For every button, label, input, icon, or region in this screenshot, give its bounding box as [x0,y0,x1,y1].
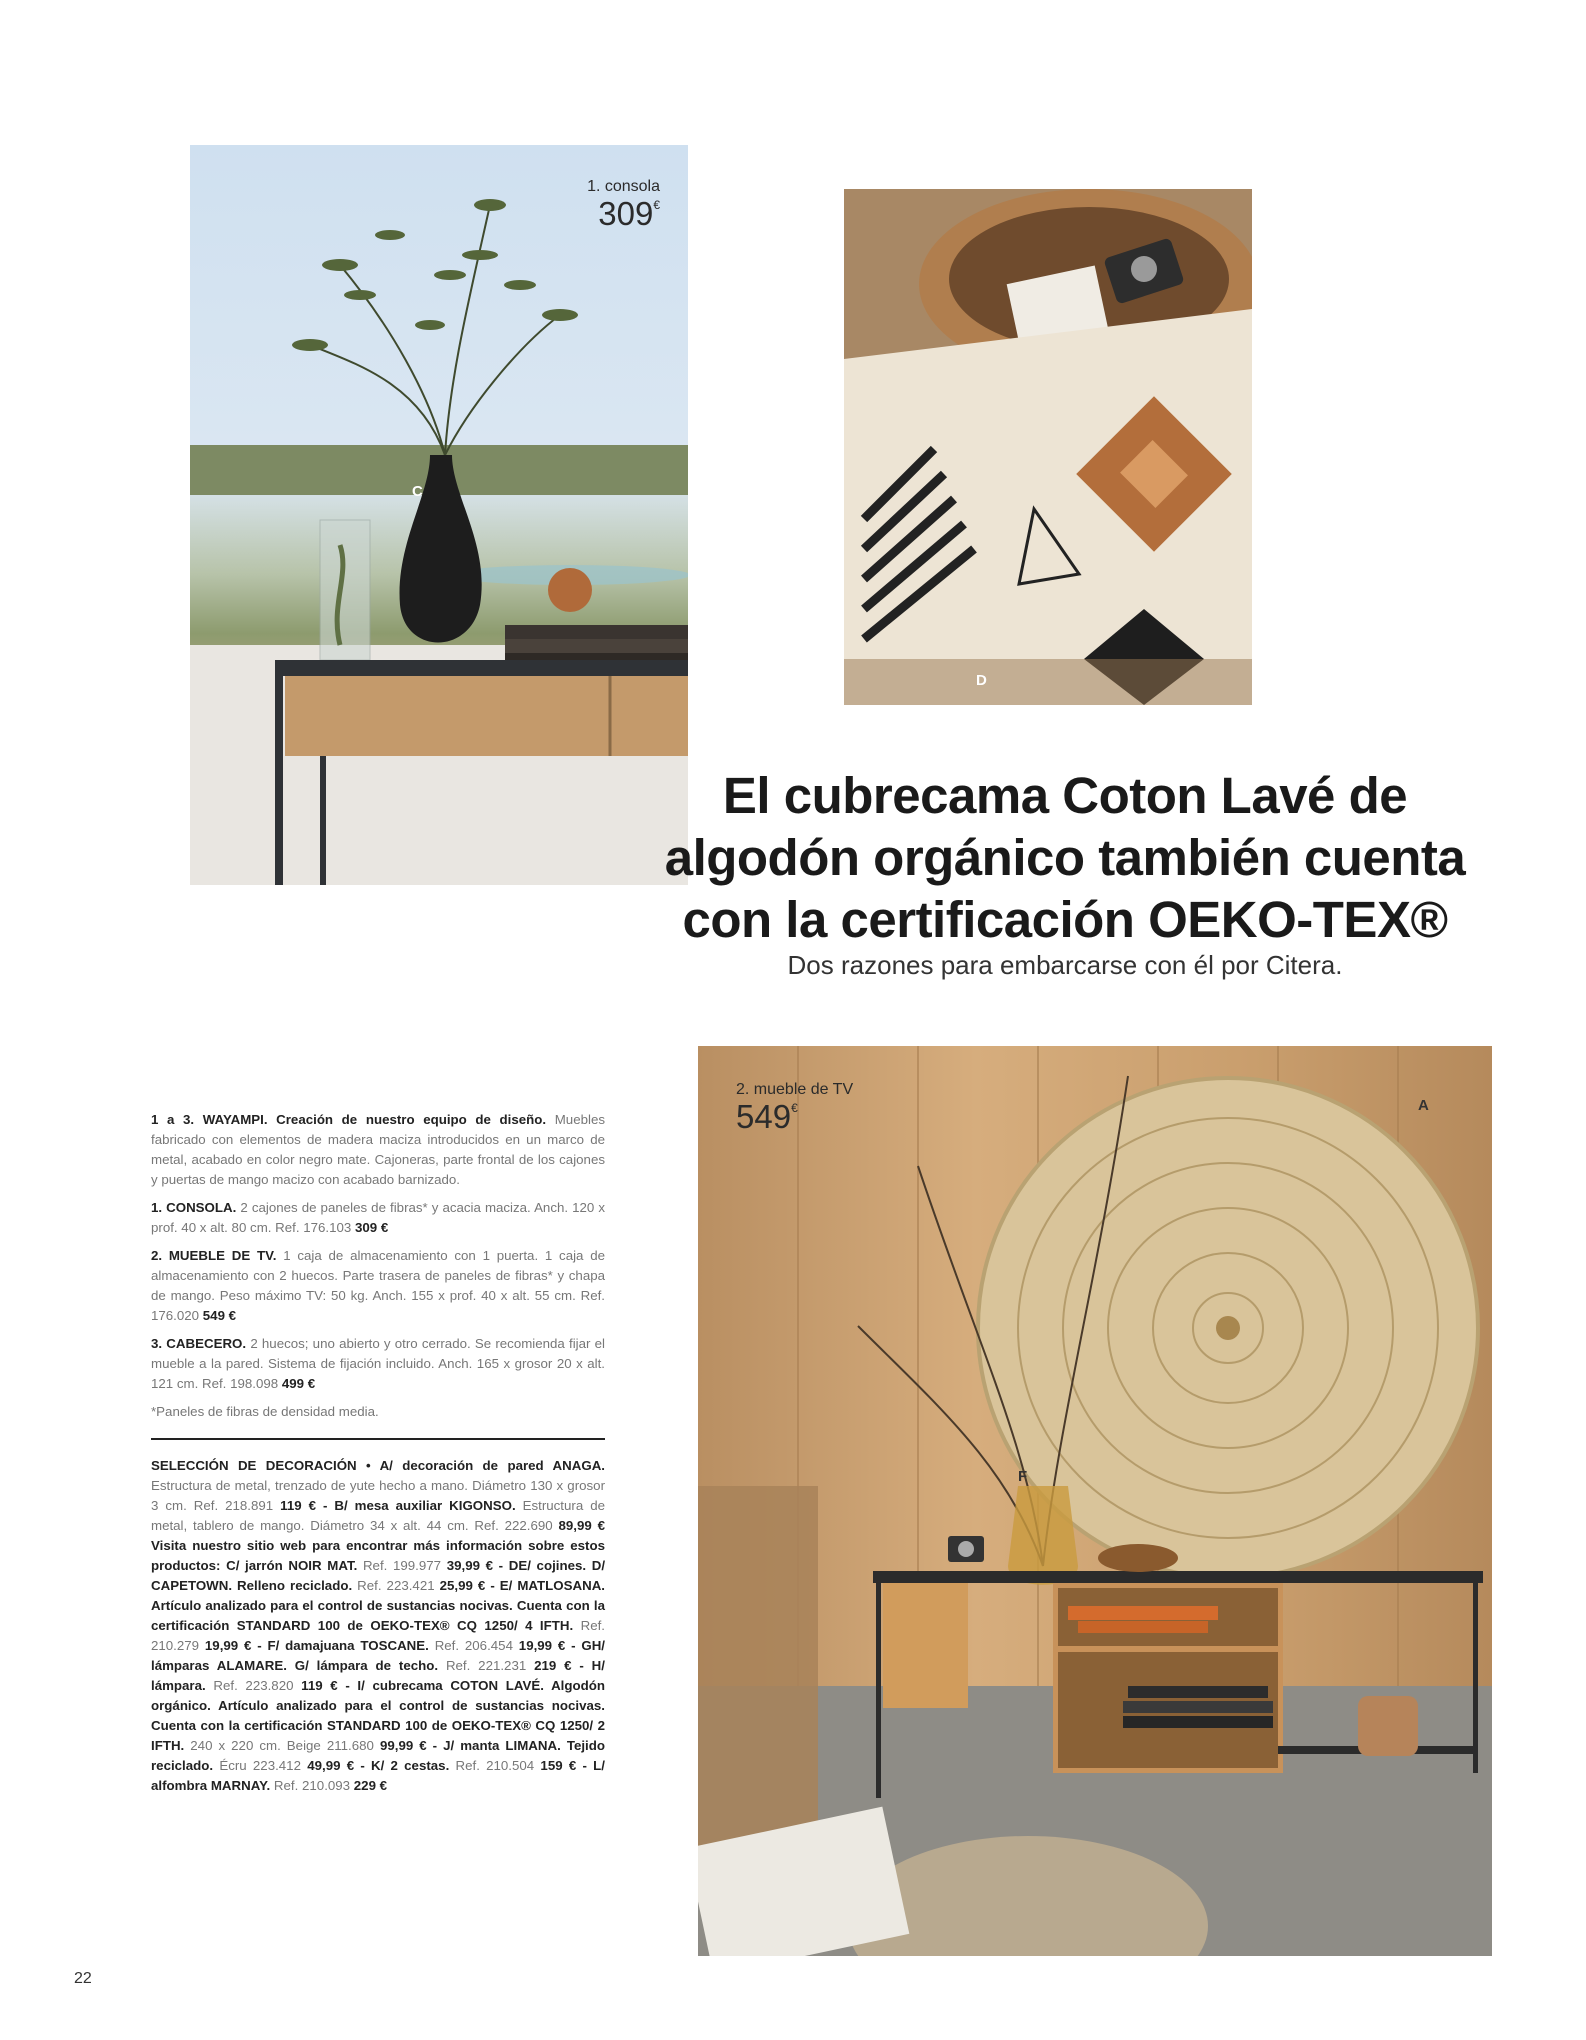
item-console-title: 1. CONSOLA. [151,1200,237,1215]
web-j-price: 49,99 € - K/ 2 cestas. [307,1758,450,1773]
web-k-price: 159 € - L/ alfombra MARNAY. [151,1758,605,1793]
item-headboard-price: 499 € [281,1376,316,1391]
web-h-price: 119 € - I/ cubrecama COTON LAVÉ. Algodón orgánico. Artículo analizado para el control de sustancias nocivas. Cuenta con la certificación STANDARD 100 de OEKO-TEX® CQ 1250/ 2 IFTH. [151,1678,605,1753]
console-price-value: 309€ [598,195,660,232]
console-photo [190,145,688,885]
marker-c: C [412,483,423,500]
web-i-dims: 240 x 220 cm. Beige 211.680 [190,1738,374,1753]
web-g-ref: Ref. 221.231 [445,1658,527,1673]
deco-a-title: SELECCIÓN DE DECORACIÓN • A/ decoración de pared ANAGA. [151,1458,605,1473]
item-tv-text: 1 caja de almacenamiento con 1 puerta. 1 caja de almacenamiento con 2 huecos. Parte trasera de paneles de fibras* y chapa de mango. Peso máximo TV: 50 kg. Anch. 155 x prof. 40 x alt. 55 cm. Ref. 176.020 [151,1248,605,1323]
web-f-price: 19,99 € - GH/ lámparas ALAMARE. G/ lámpara de techo. [151,1638,605,1673]
web-d-ref: Ref. 223.421 [357,1578,435,1593]
intro-paragraph [151,1110,605,1190]
web-e-ref: Ref. 210.279 [151,1618,605,1653]
web-e-price: 19,99 € - F/ damajuana TOSCANE. [204,1638,429,1653]
tv-unit-price-value: 549€ [736,1098,798,1135]
item-console [151,1198,605,1238]
decoration-selection [151,1456,605,1796]
headline-line-3: con la certificación OEKO-TEX® [682,891,1448,948]
page-number: 22 [74,1970,92,1987]
deco-a-text: Estructura de metal, trenzado de yute hecho a mano. Diámetro 130 x grosor 3 cm. Ref. 218.891 [151,1478,605,1513]
web-i-price: 99,99 € - J/ manta LIMANA. Tejido reciclado. [151,1738,605,1773]
intro-bold: 1 a 3. WAYAMPI. Creación de nuestro equipo de diseño. [151,1112,547,1127]
deco-b-text: Estructura de metal, tablero de mango. Diámetro 34 x alt. 44 cm. Ref. 222.690 [151,1498,605,1533]
section-divider [151,1438,605,1440]
item-headboard-title: 3. CABECERO. [151,1336,247,1351]
intro-text: Muebles fabricado con elementos de madera maciza introducidos en un marco de metal, acabado en color negro mate. Cajoneras, parte frontal de los cajones y puertas de mango macizo con acabado barnizado. [151,1112,605,1187]
web-k-ref: Ref. 210.504 [455,1758,535,1773]
deco-b-price: 89,99 € [558,1518,605,1533]
web-c: C/ jarrón NOIR MAT. [226,1558,358,1573]
web-c-price: 39,99 € - DE/ cojines. D/ CAPETOWN. Relleno reciclado. [151,1558,606,1593]
console-price-label: 1. consola [587,178,660,195]
web-c-ref: Ref. 199.977 [362,1558,442,1573]
cushion-scene-illustration [844,189,1252,705]
marker-a: A [1418,1097,1429,1114]
footnote: *Paneles de fibras de densidad media. [151,1404,379,1419]
item-tv-unit [151,1246,605,1326]
tv-unit-photo [698,1046,1492,1956]
console-price-tag [587,179,660,230]
marker-d: D [976,672,987,689]
item-tv-price: 549 € [202,1308,237,1323]
item-console-price: 309 € [355,1220,389,1235]
cushion-photo [844,189,1252,705]
headline-line-1: El cubrecama Coton Lavé de [722,767,1408,824]
web-title: Visita nuestro sitio web para encontrar más información sobre estos productos: [151,1538,605,1573]
marker-f: F [1018,1468,1028,1485]
web-h-ref: Ref. 223.820 [213,1678,294,1693]
console-scene-illustration [190,145,688,885]
tv-unit-scene-illustration [698,1046,1492,1956]
web-j-ref: Écru 223.412 [219,1758,301,1773]
web-d-price: 25,99 € - E/ MATLOSANA. Artículo analizado para el control de sustancias nocivas. Cuenta con la certificación STANDARD 100 de OEKO-TEX® CQ 1250/ 4 IFTH. [151,1578,605,1633]
item-console-text: 2 cajones de paneles de fibras* y acacia maciza. Anch. 120 x prof. 40 x alt. 80 cm. Ref. 176.103 [151,1200,606,1235]
tv-unit-price-tag [736,1082,853,1133]
web-g-price: 219 € - H/ lámpara. [151,1658,605,1693]
web-l-ref: Ref. 210.093 [273,1778,351,1793]
headline-line-2: algodón orgánico también cuenta [664,829,1466,886]
item-headboard-text: 2 huecos; uno abierto y otro cerrado. Se recomienda fijar el mueble a la pared. Sistema de fijación incluido. Anch. 165 x grosor 20 x alt. 121 cm. Ref. 198.098 [151,1336,606,1391]
item-headboard [151,1334,605,1394]
deco-a-price: 119 € - B/ mesa auxiliar KIGONSO. [280,1498,516,1513]
product-description [151,1110,605,1804]
tv-unit-price-label: 2. mueble de TV [736,1081,854,1098]
headline-subtitle: Dos razones para embarcarse con él por Citera. [787,950,1343,980]
tv-unit-currency: € [791,1101,798,1115]
item-tv-title: 2. MUEBLE DE TV. [151,1248,277,1263]
console-currency: € [653,198,660,212]
web-l-price: 229 € [353,1778,388,1793]
headline [660,765,1470,951]
web-f-ref: Ref. 206.454 [434,1638,513,1653]
